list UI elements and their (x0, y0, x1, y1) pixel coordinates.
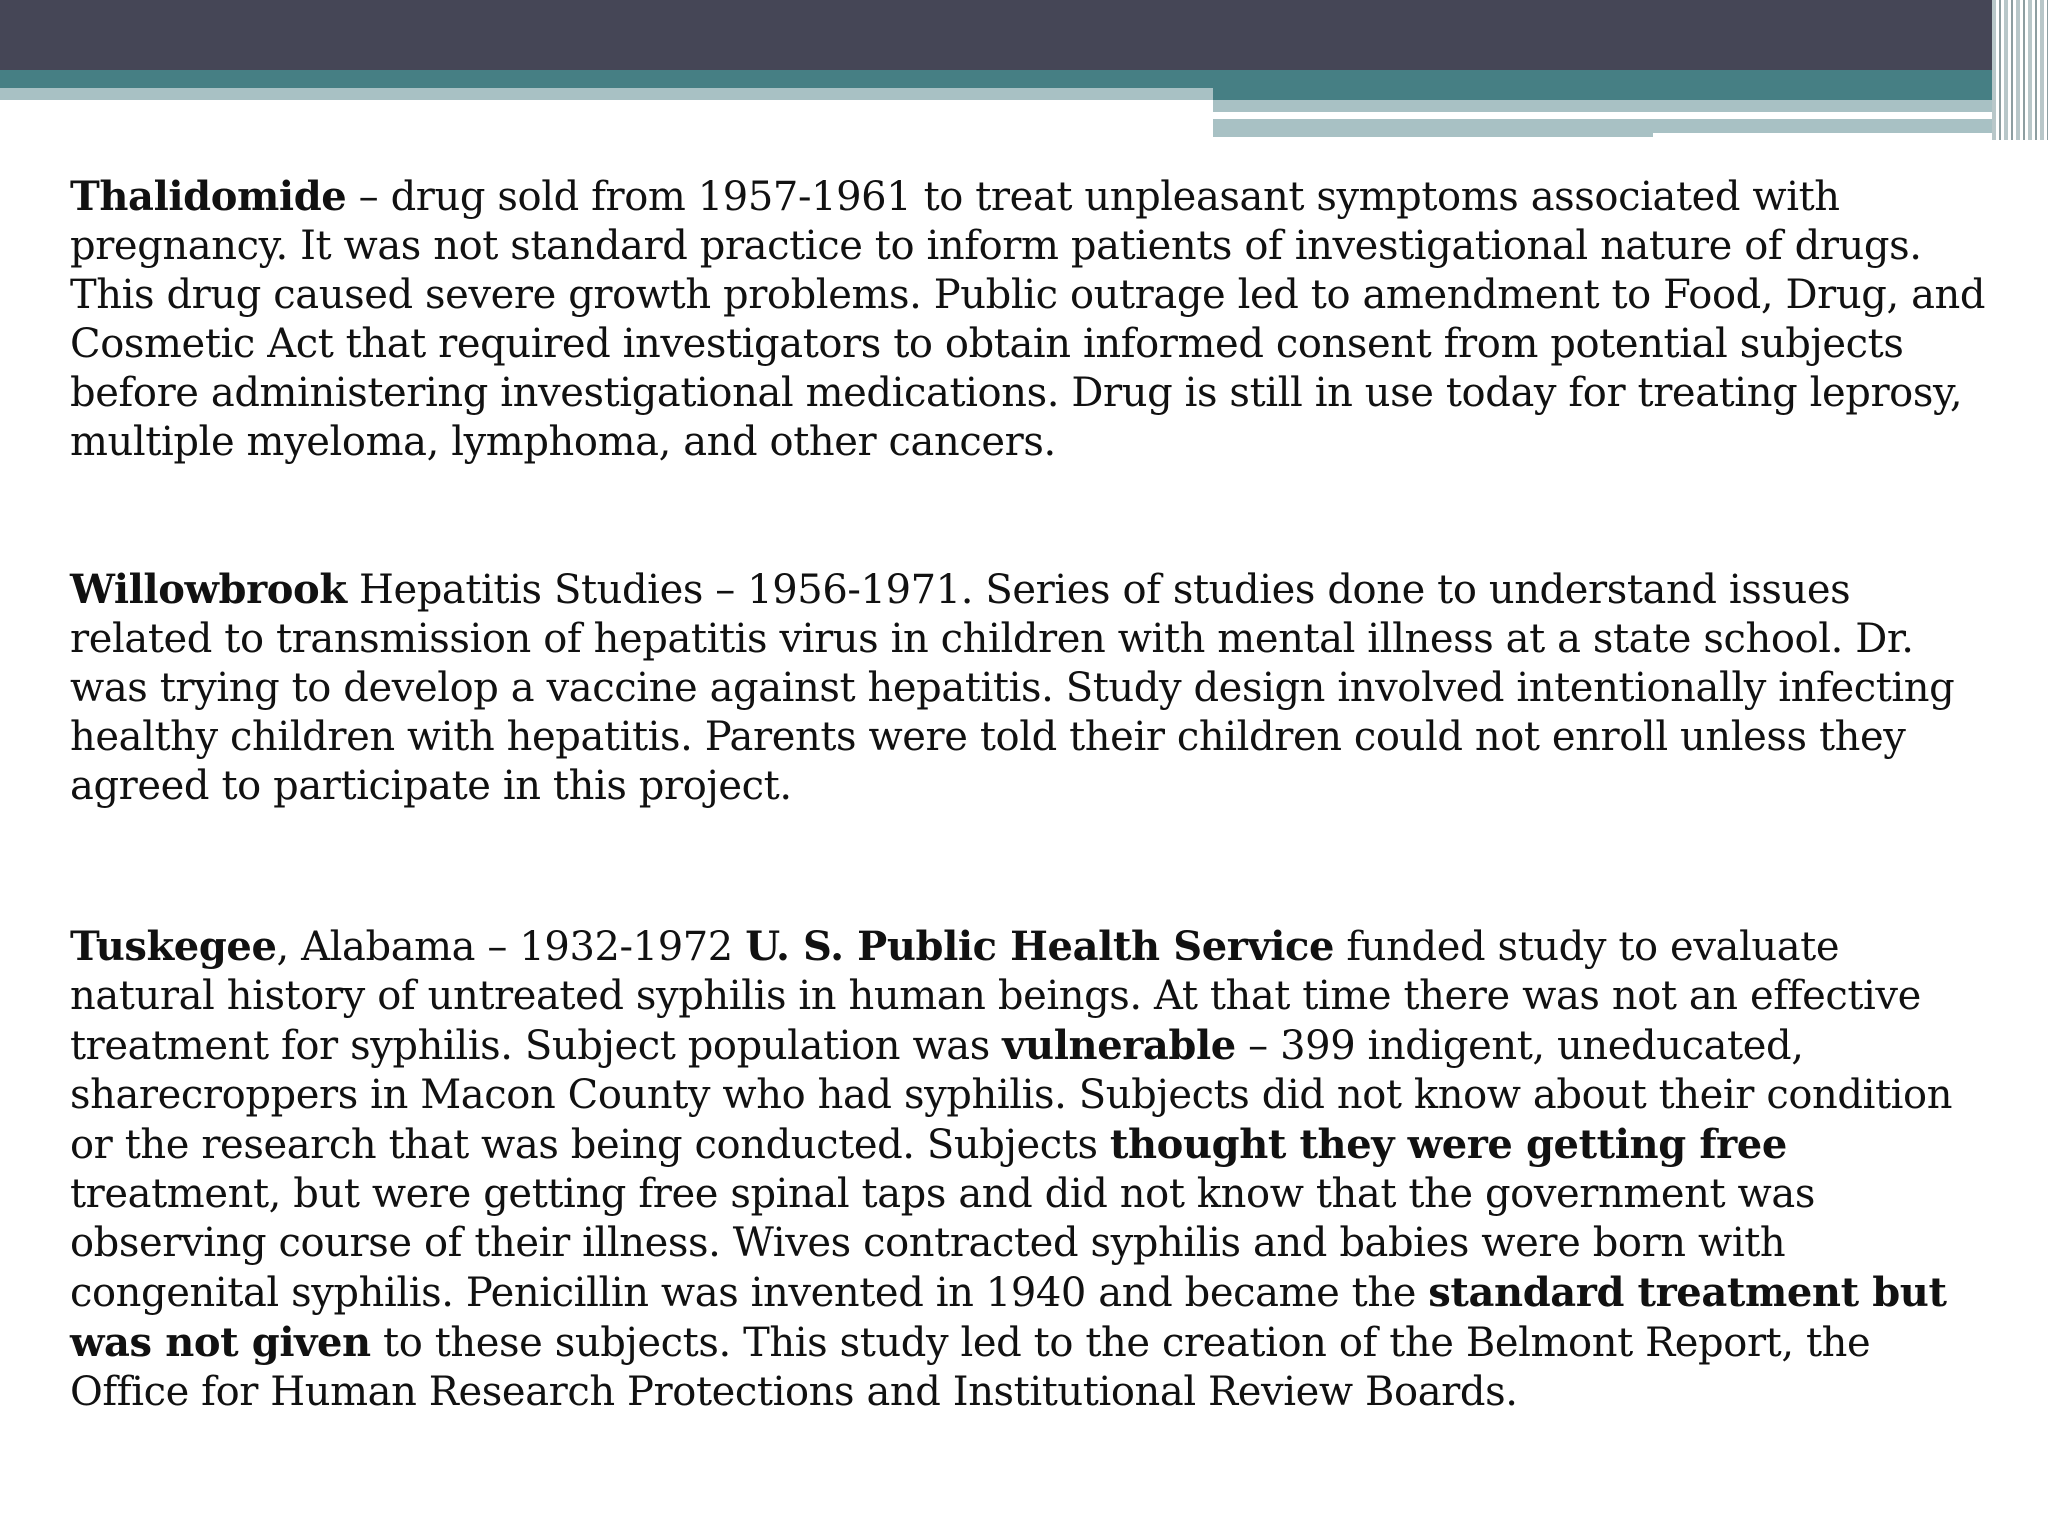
paragraph-spacer (70, 811, 1990, 922)
header-light-bar-lower (1213, 119, 1653, 137)
term-willowbrook: Willowbrook (70, 566, 347, 613)
paragraph-spacer (70, 467, 1990, 565)
header-light-bar-right (1213, 100, 2003, 112)
text-tuskegee-subjects: – 399 indigent, uneducated, sharecroppers in Macon County who had syphilis. Subjects did not know about their condition or the research that was being conducted. Subjects (70, 1023, 1953, 1168)
term-free-treatment: thought they were getting free (1109, 1121, 1787, 1168)
header-decoration (0, 0, 2048, 140)
paragraph-tuskegee (70, 922, 1990, 1417)
term-tuskegee: Tuskegee (70, 923, 277, 970)
header-teal-bar-left (0, 70, 1213, 88)
text-thalidomide-body: – drug sold from 1957-1961 to treat unpleasant symptoms associated with pregnancy. It was not standard practice to inform patients of investigational nature of drugs. This drug caused severe growth problems. Public outrage led to amendment to Food, Drug, and Cosmetic Act that required investigators to obtain informed consent from potential subjects before administering investigational medications. Drug is still in use today for treating leprosy, multiple myeloma, lymphoma, and other cancers. (70, 174, 1986, 465)
header-teal-bar-right (1213, 70, 2003, 100)
header-light-bar-left (0, 88, 1213, 100)
text-tuskegee-location: , Alabama – 1932-1972 (276, 924, 746, 970)
corner-stripes-decoration (1992, 0, 2048, 140)
header-dark-bar (0, 0, 2048, 70)
term-thalidomide: Thalidomide (70, 173, 347, 220)
text-tuskegee-outcome: to these subjects. This study led to the creation of the Belmont Report, the Office for Human Research Protections and Institutional Review Boards. (70, 1320, 1871, 1415)
text-willowbrook-body: Hepatitis Studies – 1956-1971. Series of studies done to understand issues related to transmission of hepatitis virus in children with mental illness at a state school. Dr. was trying to develop a vaccine against hepatitis. Study design involved intentionally infecting healthy children with hepatitis. Parents were told their children could not enroll unless they agreed to participate in this project. (70, 567, 1955, 809)
term-public-health-service: U. S. Public Health Service (745, 923, 1335, 970)
paragraph-thalidomide (70, 172, 1990, 467)
paragraph-willowbrook (70, 565, 1990, 811)
text-tuskegee-study: funded study to evaluate natural history of untreated syphilis in human beings. At that time there was not an effective treatment for syphilis. Subject population was (70, 924, 1921, 1069)
slide-body (70, 172, 1990, 1417)
term-standard-treatment: standard treatment but was not given (70, 1269, 1947, 1366)
text-tuskegee-course: treatment, but were getting free spinal taps and did not know that the government was observing course of their illness. Wives contracted syphilis and babies were born with congenital syphilis. Penicillin was invented in 1940 and became the (70, 1171, 1815, 1316)
term-vulnerable: vulnerable (1002, 1022, 1236, 1069)
header-light-bar-lower-right (1653, 119, 2003, 133)
